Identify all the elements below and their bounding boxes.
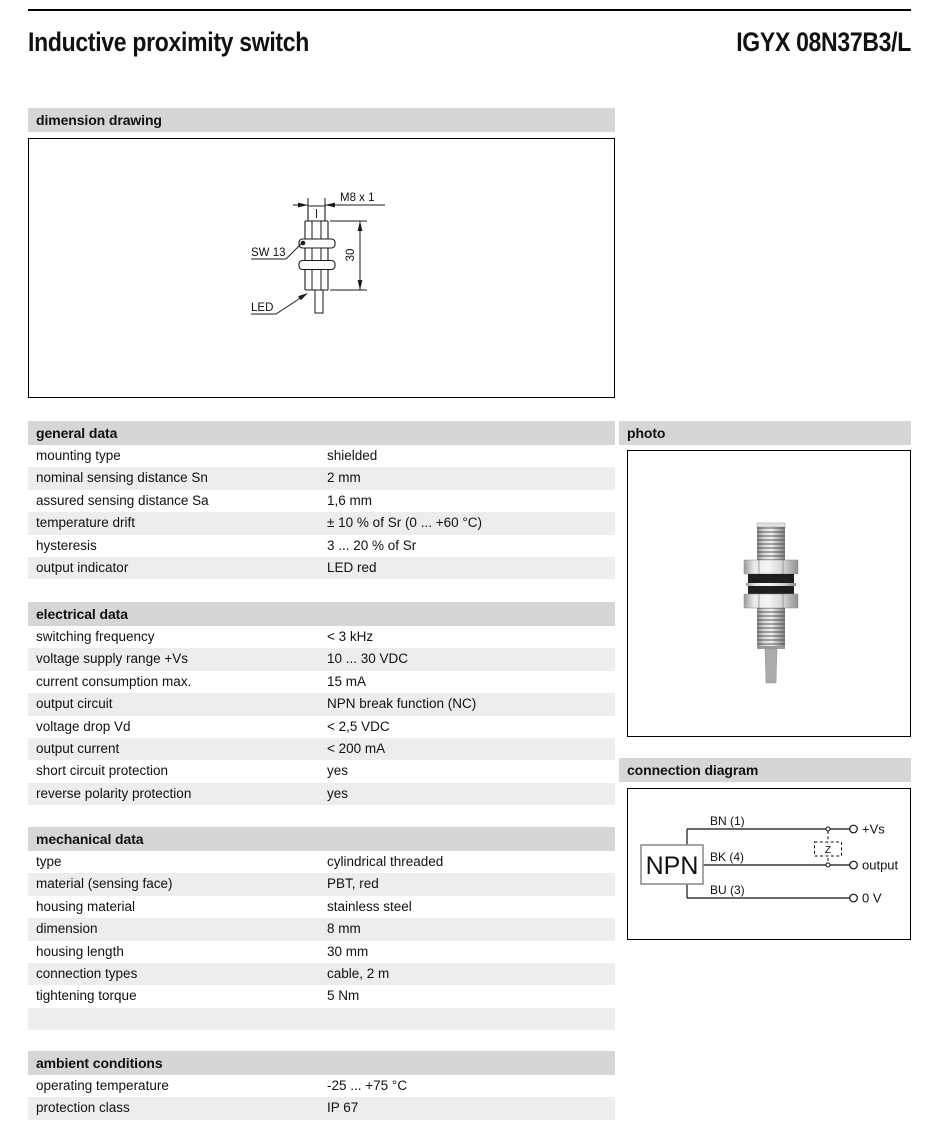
row-label: housing material (36, 898, 136, 914)
row-value: shielded (327, 448, 378, 463)
row-label: output current (36, 740, 120, 756)
general-data-table (28, 445, 615, 579)
ambient-conditions-table (28, 1075, 615, 1120)
table-row (28, 873, 615, 895)
table-row (28, 445, 615, 467)
section-header-general-data: general data (28, 421, 615, 445)
connection-diagram-box (627, 788, 911, 940)
table-row (28, 783, 615, 805)
table-row (28, 918, 615, 940)
row-value: 30 mm (327, 943, 369, 959)
row-label: voltage drop Vd (36, 718, 131, 734)
row-label: nominal sensing distance Sn (36, 470, 208, 486)
row-value: 1,6 mm (327, 492, 373, 508)
table-row (28, 963, 615, 985)
row-label: type (36, 854, 62, 869)
section-header-electrical-data: electrical data (28, 602, 615, 626)
row-label: hysteresis (36, 537, 97, 553)
section-header-mechanical-data: mechanical data (28, 827, 615, 851)
cable (765, 649, 777, 683)
black-band-lower (748, 586, 794, 594)
table-row (28, 896, 615, 918)
row-value: ± 10 % of Sr (0 ... +60 °C) (327, 515, 482, 531)
row-label: material (sensing face) (36, 876, 173, 892)
row-value: LED red (327, 559, 377, 575)
connection-diagram-schematic (628, 789, 910, 939)
row-value: 5 Nm (327, 988, 360, 1004)
mechanical-data-table (28, 851, 615, 1030)
table-row (28, 1097, 615, 1119)
cable-stub (315, 290, 323, 313)
part-number: IGYX 08N37B3/L (736, 26, 911, 57)
row-value: < 3 kHz (327, 629, 374, 644)
terminal-circle (850, 894, 858, 902)
section-header-photo: photo (619, 421, 911, 445)
section-header-ambient-conditions: ambient conditions (28, 1051, 615, 1075)
row-value: 8 mm (327, 921, 361, 937)
photo-box (627, 450, 911, 737)
table-row (28, 512, 615, 534)
sensor-face (757, 523, 785, 527)
row-label: voltage supply range +Vs (36, 651, 188, 667)
terminal-label-0v: 0 V (862, 890, 882, 906)
row-value: yes (327, 763, 349, 779)
row-label: temperature drift (36, 515, 136, 531)
led-label: LED (251, 302, 274, 314)
electrical-data-table (28, 626, 615, 805)
row-value: NPN break function (NC) (327, 696, 477, 712)
table-row (28, 941, 615, 963)
terminal-circle (850, 825, 858, 833)
row-value: 2 mm (327, 470, 361, 486)
table-row (28, 738, 615, 760)
wrench-size-label: SW 13 (251, 247, 286, 259)
table-row (28, 467, 615, 489)
row-value: cylindrical threaded (327, 854, 444, 869)
table-row (28, 985, 615, 1007)
dimension-drawing-box (28, 138, 615, 398)
row-value: PBT, red (327, 876, 379, 892)
empty-row (28, 1008, 615, 1030)
hex-nut-upper (744, 560, 798, 574)
row-label: output indicator (36, 559, 129, 575)
row-label: mounting type (36, 448, 121, 463)
row-label: protection class (36, 1100, 130, 1116)
top-rule (28, 9, 911, 11)
junction-dot (826, 863, 830, 867)
transistor-type-label: NPN (645, 852, 699, 880)
row-value: < 2,5 VDC (327, 718, 390, 734)
terminal-label-output: output (862, 857, 899, 873)
table-row (28, 851, 615, 873)
table-row (28, 671, 615, 693)
table-row (28, 716, 615, 738)
terminal-circle (850, 861, 858, 869)
table-row (28, 557, 615, 579)
terminal-label-vs: +Vs (862, 821, 885, 837)
row-label: reverse polarity protection (36, 785, 192, 801)
product-photo (628, 451, 910, 736)
table-row (28, 693, 615, 715)
row-value: cable, 2 m (327, 965, 390, 981)
row-value: stainless steel (327, 898, 412, 914)
row-label: switching frequency (36, 629, 155, 644)
table-row (28, 648, 615, 670)
page-title: Inductive proximity switch (28, 26, 310, 57)
junction-dot (826, 827, 830, 831)
wrench-callout-dot (301, 241, 306, 246)
row-label: current consumption max. (36, 673, 192, 689)
row-value: 3 ... 20 % of Sr (327, 537, 417, 553)
wire-label-bn: BN (1) (710, 814, 745, 828)
row-label: connection types (36, 965, 138, 981)
row-label: operating temperature (36, 1078, 169, 1093)
row-value: yes (327, 785, 349, 801)
section-header-connection-diagram: connection diagram (619, 758, 911, 782)
row-label: dimension (36, 921, 98, 937)
table-row (28, 1075, 615, 1097)
row-label: housing length (36, 943, 124, 959)
row-value: 15 mA (327, 673, 367, 689)
row-value: 10 ... 30 VDC (327, 651, 409, 667)
row-value: IP 67 (327, 1100, 359, 1116)
nut-ring-lower (299, 261, 335, 270)
section-header-dimension-drawing: dimension drawing (28, 108, 615, 132)
row-label: assured sensing distance Sa (36, 492, 209, 508)
wire-label-bk: BK (4) (710, 850, 745, 864)
table-row (28, 626, 615, 648)
black-band-upper (748, 574, 794, 583)
table-row (28, 490, 615, 512)
impedance-label: Z (824, 844, 832, 856)
row-value: -25 ... +75 °C (327, 1078, 408, 1093)
table-row (28, 535, 615, 557)
table-row (28, 760, 615, 782)
housing-length-label: 30 (345, 248, 357, 262)
row-value: < 200 mA (327, 740, 386, 756)
wire-label-bu: BU (3) (710, 883, 745, 897)
dimension-drawing (29, 139, 614, 397)
led-arrowhead (298, 293, 308, 300)
row-label: short circuit protection (36, 763, 169, 779)
row-label: tightening torque (36, 988, 137, 1004)
thread-size-label: M8 x 1 (340, 192, 375, 204)
hex-nut-lower (744, 594, 798, 608)
row-label: output circuit (36, 696, 113, 712)
